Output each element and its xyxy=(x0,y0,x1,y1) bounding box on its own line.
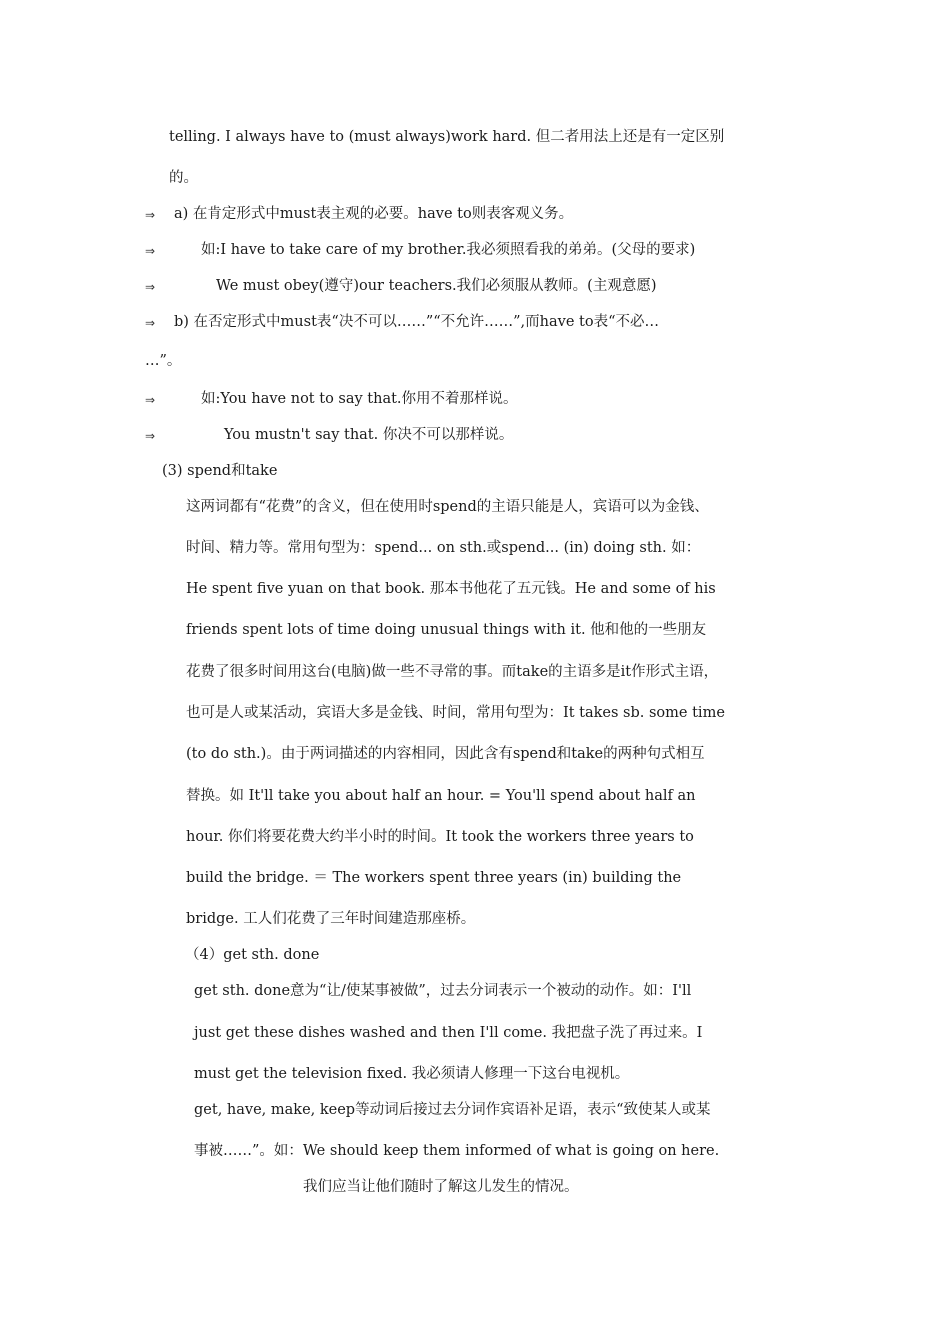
bullet-marker: ⇒ xyxy=(145,280,156,294)
bullet-marker: ⇒ xyxy=(145,393,156,407)
section-heading: (3) spend和take xyxy=(162,463,278,479)
paragraph-line: 事被……”。如：We should keep them informed of what is going on here. xyxy=(194,1143,720,1159)
paragraph-line: just get these dishes washed and then I'll come. 我把盘子洗了再过来。I xyxy=(194,1025,703,1041)
example-line: 如:You have not to say that.你用不着那样说。 xyxy=(201,391,518,407)
bullet-marker: ⇒ xyxy=(145,244,156,258)
paragraph-line: 替换。如 It'll take you about half an hour. = You'll spend about half an xyxy=(186,788,696,804)
example-line: 如:I have to take care of my brother.我必须照看我的弟弟。(父母的要求) xyxy=(201,242,696,258)
paragraph-line: bridge. 工人们花费了三年时间建造那座桥。 xyxy=(186,911,476,927)
paragraph-line: get sth. done意为“让/使某事被做”，过去分词表示一个被动的动作。如：I'll xyxy=(194,983,692,999)
text-line: …”。 xyxy=(145,353,182,369)
example-line: You mustn't say that. 你决不可以那样说。 xyxy=(224,427,514,443)
paragraph-line: friends spent lots of time doing unusual things with it. 他和他的一些朋友 xyxy=(186,622,707,638)
text-line: telling. I always have to (must always)work hard. 但二者用法上还是有一定区别 xyxy=(169,129,725,145)
list-item-a: a) 在肯定形式中must表主观的必要。have to则表客观义务。 xyxy=(174,206,574,222)
paragraph-line: 时间、精力等。常用句型为：spend... on sth.或spend... (in) doing sth. 如： xyxy=(186,540,701,556)
paragraph-line: (to do sth.)。由于两词描述的内容相同，因此含有spend和take的两种句式相互 xyxy=(186,746,705,762)
section-heading: （4）get sth. done xyxy=(185,947,320,963)
example-line: We must obey(遵守)our teachers.我们必须服从教师。(主观意愿) xyxy=(216,278,657,294)
bullet-marker: ⇒ xyxy=(145,429,156,443)
bullet-marker: ⇒ xyxy=(145,316,156,330)
bullet-marker: ⇒ xyxy=(145,208,156,222)
text-line: 的。 xyxy=(169,170,198,186)
translation-line: 我们应当让他们随时了解这儿发生的情况。 xyxy=(303,1179,579,1195)
paragraph-line: He spent five yuan on that book. 那本书他花了五元钱。He and some of his xyxy=(186,581,716,597)
paragraph-line: 花费了很多时间用这台(电脑)做一些不寻常的事。而take的主语多是it作形式主语， xyxy=(186,664,719,680)
paragraph-line: hour. 你们将要花费大约半小时的时间。It took the workers three years to xyxy=(186,829,694,845)
paragraph-line: get, have, make, keep等动词后接过去分词作宾语补足语，表示“致使某人或某 xyxy=(194,1102,711,1118)
list-item-b: b) 在否定形式中must表“决不可以……”“不允许……”,而have to表“不必… xyxy=(174,314,659,330)
paragraph-line: 这两词都有“花费”的含义，但在使用时spend的主语只能是人，宾语可以为金钱、 xyxy=(186,499,709,515)
paragraph-line: build the bridge. ＝ The workers spent three years (in) building the xyxy=(186,870,682,886)
paragraph-line: must get the television fixed. 我必须请人修理一下这台电视机。 xyxy=(194,1066,630,1082)
paragraph-line: 也可是人或某活动，宾语大多是金钱、时间，常用句型为：It takes sb. some time xyxy=(186,705,725,721)
